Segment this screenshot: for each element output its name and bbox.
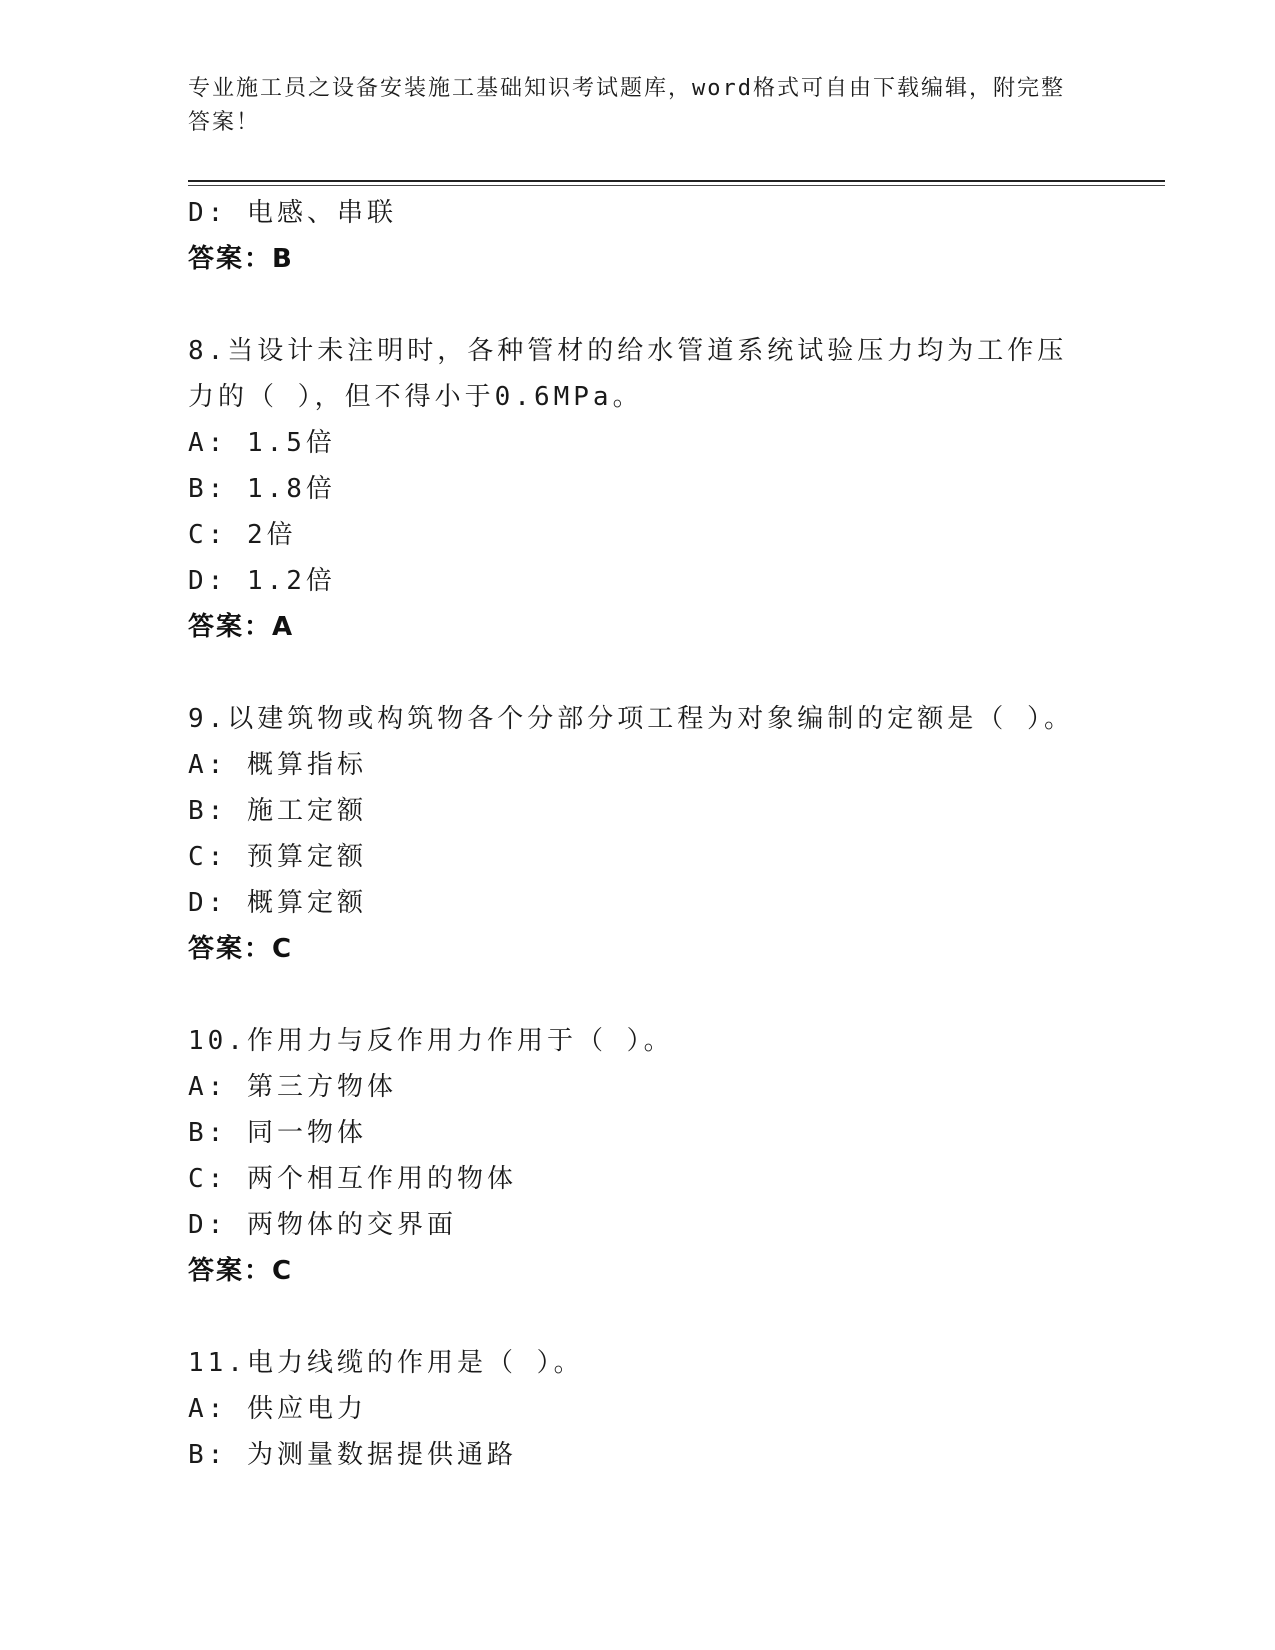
option-line: B: 施工定额 — [188, 796, 367, 826]
option-line: A: 第三方物体 — [188, 1072, 397, 1102]
question-text: 11.电力线缆的作用是（ ）。 — [188, 1348, 584, 1378]
option-line: A: 供应电力 — [188, 1394, 367, 1424]
header-rule — [188, 180, 1165, 182]
block-spacer — [188, 1294, 1088, 1340]
header-rule-thin — [188, 185, 1165, 186]
answer-line: 答案：A — [188, 612, 295, 642]
answer-line: 答案：C — [188, 1256, 294, 1286]
option-line: B: 为测量数据提供通路 — [188, 1440, 517, 1470]
option-line: C: 预算定额 — [188, 842, 367, 872]
block-spacer — [188, 650, 1088, 696]
answer-line: 答案：B — [188, 244, 294, 274]
option-line: D: 概算定额 — [188, 888, 367, 918]
option-line: C: 两个相互作用的物体 — [188, 1164, 517, 1194]
option-line: D: 电感、串联 — [188, 198, 397, 228]
option-line: B: 1.8倍 — [188, 474, 336, 504]
question-text: 8.当设计未注明时，各种管材的给水管道系统试验压力均为工作压力的（ ），但不得小于0.6MPa。 — [188, 336, 1068, 412]
option-line: D: 1.2倍 — [188, 566, 336, 596]
option-line: A: 1.5倍 — [188, 428, 336, 458]
answer-line: 答案：C — [188, 934, 294, 964]
document-body — [188, 190, 1088, 1478]
block-spacer — [188, 282, 1088, 328]
document-header: 专业施工员之设备安装施工基础知识考试题库，word格式可自由下载编辑，附完整答案！ — [188, 76, 1065, 135]
option-line: C: 2倍 — [188, 520, 297, 550]
option-line: A: 概算指标 — [188, 750, 367, 780]
question-text: 9.以建筑物或构筑物各个分部分项工程为对象编制的定额是（ ）。 — [188, 704, 1074, 734]
option-line: D: 两物体的交界面 — [188, 1210, 457, 1240]
question-text: 10.作用力与反作用力作用于（ ）。 — [188, 1026, 674, 1056]
option-line: B: 同一物体 — [188, 1118, 367, 1148]
block-spacer — [188, 972, 1088, 1018]
